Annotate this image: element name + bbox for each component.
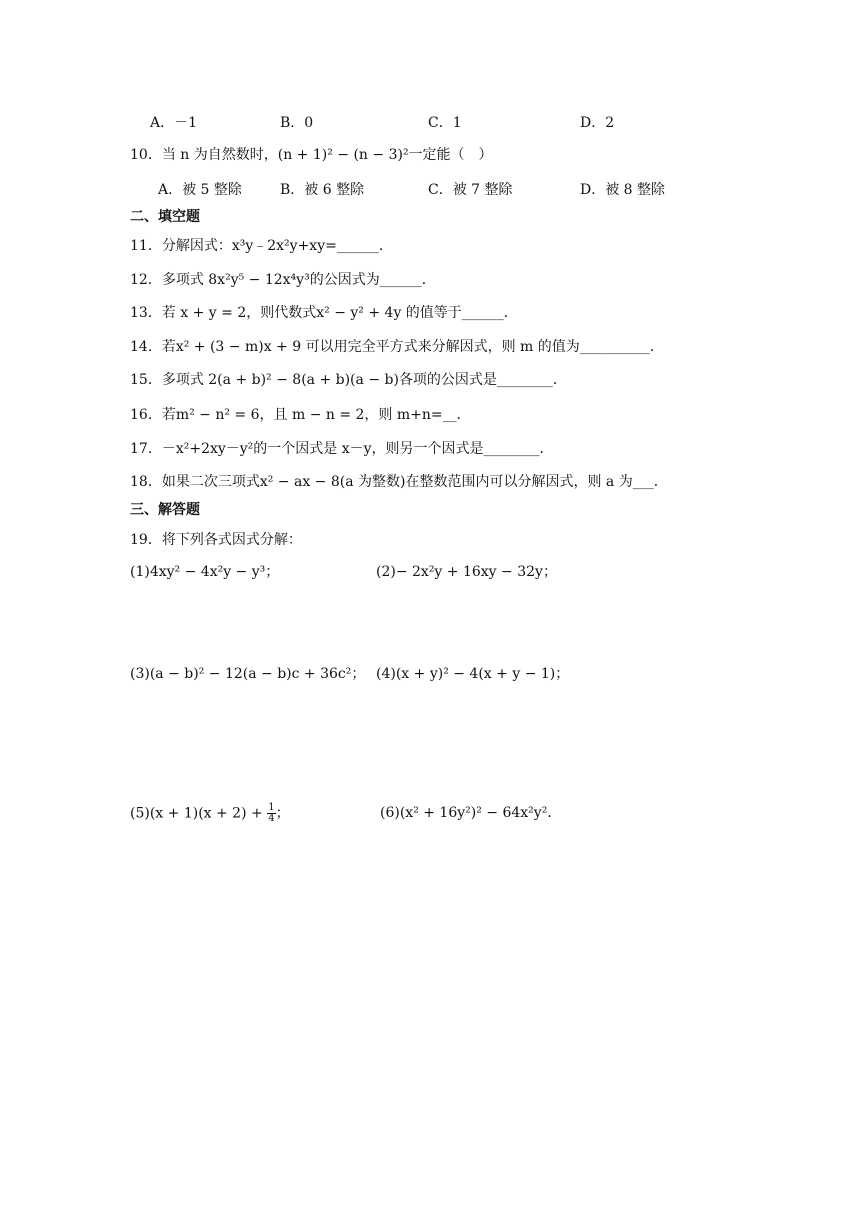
- q19-part-5-suffix: ；: [275, 805, 290, 822]
- q10-option-c: C．被 7 整除: [428, 182, 513, 198]
- q13: [130, 303, 518, 323]
- q11: [130, 236, 393, 256]
- q15: [130, 370, 567, 390]
- q19-part-6: (6)(x² + 16y²)² − 64x²y²．: [380, 805, 562, 821]
- q9-option-b: B．0: [280, 115, 314, 131]
- q19-text: 将下列各式因式分解：: [161, 532, 302, 548]
- section-answer-title: 三、解答题: [130, 502, 200, 518]
- q11-text: 分解因式：x³y﹣2x²y+xy=______．: [161, 238, 393, 254]
- q12-text: 多项式 8x²y⁵ − 12x⁴y³的公因式为______．: [161, 272, 436, 288]
- q10-text: 当 n 为自然数时，(n + 1)² − (n − 3)²一定能（ ）: [161, 147, 493, 163]
- section-fill-in-title: 二、填空题: [130, 209, 200, 225]
- q10-option-a: A．被 5 整除: [158, 182, 242, 198]
- q19-part-4: (4)(x + y)² − 4(x + y − 1)；: [376, 666, 570, 682]
- q9-option-c: C．1: [428, 115, 462, 131]
- q16: [130, 405, 471, 425]
- q10-option-b: B．被 6 整除: [280, 182, 365, 198]
- q12-number: 12．: [130, 272, 162, 288]
- q18: [130, 472, 668, 492]
- q18-text: 如果二次三项式x² − ax − 8(a 为整数)在整数范围内可以分解因式，则 a 为___．: [161, 474, 668, 490]
- q19-part-1: (1)4xy² − 4x²y − y³；: [130, 564, 280, 580]
- q15-number: 15．: [130, 372, 162, 388]
- q18-number: 18．: [130, 474, 162, 490]
- q12: [130, 270, 436, 290]
- q19-part-3: (3)(a − b)² − 12(a − b)c + 36c²；: [130, 666, 366, 682]
- q13-text: 若 x + y = 2，则代数式x² − y² + 4y 的值等于______．: [161, 305, 518, 321]
- q19-stem: [130, 530, 302, 550]
- q14-text: 若x² + (3 − m)x + 9 可以用完全平方式来分解因式，则 m 的值为__________．: [161, 339, 664, 355]
- q17: [130, 439, 554, 459]
- q10-number: 10．: [130, 147, 162, 163]
- q15-text: 多项式 2(a + b)² − 8(a + b)(a − b)各项的公因式是________．: [161, 372, 567, 388]
- q11-number: 11．: [130, 238, 162, 254]
- q13-number: 13．: [130, 305, 162, 321]
- q19-part-2: (2)− 2x²y + 16xy − 32y；: [376, 564, 557, 580]
- fraction-denominator: 4: [268, 813, 275, 824]
- q19-part-5-fraction: [267, 803, 275, 824]
- q19-part-5: [130, 803, 290, 824]
- q9-option-a: A．－1: [150, 115, 198, 131]
- fraction-numerator: 1: [268, 802, 275, 813]
- q14: [130, 337, 664, 357]
- q19-number: 19．: [130, 532, 162, 548]
- q16-number: 16．: [130, 407, 162, 423]
- q19-part-5-expr: (5)(x + 1)(x + 2) +: [130, 805, 268, 822]
- q9-option-d: D．2: [580, 115, 615, 131]
- q17-text: －x²+2xy－y²的一个因式是 x－y，则另一个因式是________．: [161, 441, 554, 457]
- q10-option-d: D．被 8 整除: [580, 182, 666, 198]
- q14-number: 14．: [130, 339, 162, 355]
- q17-number: 17．: [130, 441, 162, 457]
- q16-text: 若m² − n² = 6，且 m − n = 2，则 m+n=__．: [161, 407, 471, 423]
- q10-stem: [130, 145, 493, 165]
